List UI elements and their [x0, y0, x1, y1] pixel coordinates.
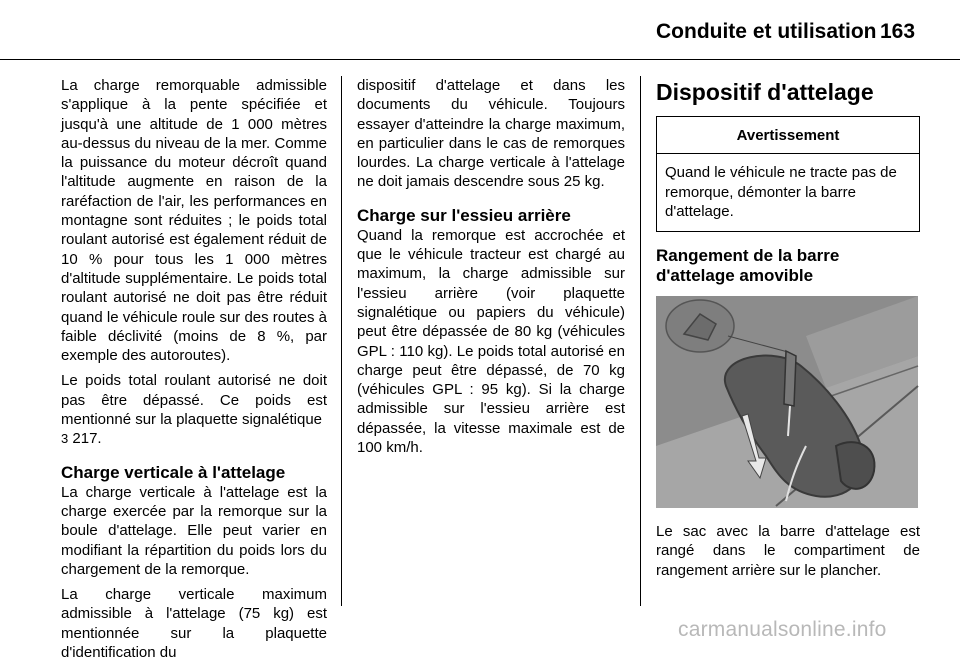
warning-title: Avertissement — [657, 117, 919, 154]
paragraph-total-weight — [61, 371, 327, 448]
page-reference-link[interactable]: 217. — [72, 430, 102, 448]
tow-bar-storage-illustration — [656, 296, 918, 508]
paragraph-vertical-load-max: La charge verticale maximum admissible à l'attelage (75 kg) est mentionnée sur la plaquette d'identification du — [61, 586, 327, 662]
watermark: carmanualsonline.info — [678, 618, 887, 641]
column-middle — [357, 76, 625, 457]
warning-box — [656, 116, 920, 232]
heading-vertical-load: Charge verticale à l'attelage — [61, 462, 286, 482]
page-reference-arrow-icon: 3 — [61, 431, 69, 447]
figure-caption: Le sac avec la barre d'attelage est rangé dans le compartiment de rangement arrière sur le plancher. — [656, 523, 920, 579]
column-divider-right — [640, 76, 641, 606]
column-right — [656, 76, 920, 580]
heading-rear-axle-load: Charge sur l'essieu arrière — [357, 205, 571, 225]
paragraph-rear-axle-load: Quand la remorque est accrochée et que le véhicule tracteur est chargé au maximum, la charge admissible sur l'essieu arrière (voir plaquette signalétique ou papiers du véhicule) peut être dépassée de 80 kg (véhicules GPL : 110 kg). Le poids total autorisé en charge peut être dépassé, de 70 kg (véhicules GPL : 95 kg). Si la charge admissible sur l'essieu arrière est dépassée, la vitesse maximale est de 100 km/h. — [357, 226, 625, 457]
subheading-tow-bar-storage: Rangement de la barre d'attelage amovible — [656, 246, 840, 286]
page-title: Conduite et utilisation — [656, 20, 877, 43]
section-heading-towing-device: Dispositif d'attelage — [656, 79, 874, 105]
paragraph-coupling-docs: dispositif d'attelage et dans les documents du véhicule. Toujours essayer d'atteindre la charge maximum, en particulier dans le cas de remorques lourdes. La charge verticale à l'attelage ne doit jamais descendre sous 25 kg. — [357, 77, 625, 191]
paragraph-altitude: La charge remorquable admissible s'applique à la pente spécifiée et jusqu'à une altitude de 1 000 mètres au-dessus du niveau de la mer. Comme la puissance du moteur décroît quand l'altitude augmente en raison de la raréfaction de l'air, les performances en montagne sont réduites ; le poids total roulant autorisé est également réduit de 10 % pour tous les 1 000 mètres d'altitude supplémentaire. Le poids total roulant autorisé ne doit pas être réduit quand le véhicule roule sur des routes à faible déclivité (moins de 8 %, par exemple des autoroutes). — [61, 77, 328, 365]
paragraph-total-weight-text: Le poids total roulant autorisé ne doit pas être dépassé. Ce poids est mentionné sur la plaquette signalétique — [61, 372, 327, 429]
column-divider-left — [341, 76, 342, 606]
warning-text: Quand le véhicule ne tracte pas de remorque, démonter la barre d'attelage. — [665, 164, 897, 220]
page-header — [0, 0, 960, 60]
paragraph-vertical-load: La charge verticale à l'attelage est la charge exercée par la remorque sur la boule d'attelage. Elle peut varier en modifiant la répartition du poids lors du chargement de la remorque. — [61, 483, 327, 578]
column-left — [61, 76, 327, 662]
page-number: 163 — [880, 20, 916, 43]
storage-bag-drawing — [656, 296, 918, 508]
